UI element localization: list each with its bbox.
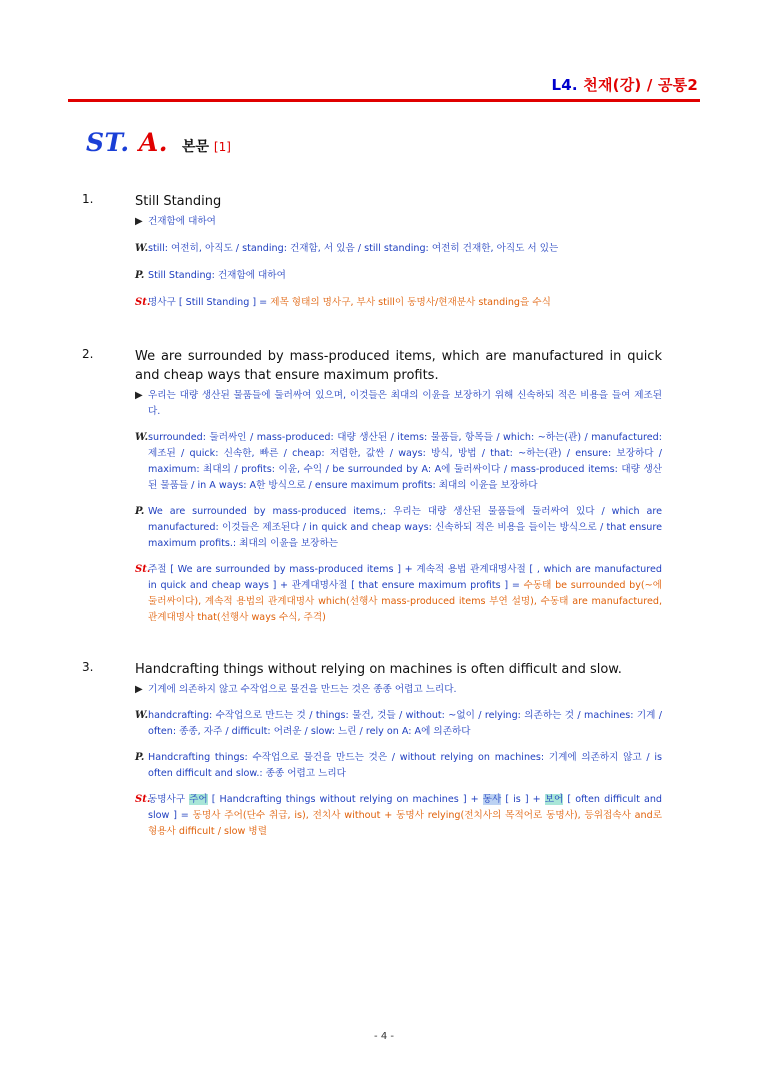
triangle-icon: ▶ <box>135 684 143 695</box>
lesson-number: L4. <box>551 76 578 94</box>
translation-line <box>135 682 662 698</box>
words-line <box>135 708 662 740</box>
structure-explanation: 동명사 주어(단수 취급, is), 전치사 without + 동명사 relying(전치사의 목적어로 동명사), 등위접속사 and로 형용사 difficult / slow 병렬 <box>148 810 662 837</box>
triangle-icon: ▶ <box>135 216 143 227</box>
phrase-text: Still Standing: 건재함에 대하여 <box>148 270 286 281</box>
translation-line <box>135 214 662 230</box>
section-label <box>86 128 168 157</box>
translation-line <box>135 388 662 420</box>
structure-marker: St. <box>135 794 151 805</box>
phrase-line <box>135 750 662 782</box>
section-heading <box>86 128 231 157</box>
header-divider <box>68 99 700 102</box>
words-marker: W. <box>135 432 149 443</box>
words-line <box>135 430 662 494</box>
phrase-line <box>135 268 662 284</box>
verb-highlight: 동사 <box>482 794 502 805</box>
phrase-marker: P. <box>135 752 145 763</box>
english-sentence: Handcrafting things without relying on machines is often difficult and slow. <box>135 662 622 677</box>
section-title <box>182 136 231 156</box>
lesson-title: 천재(강) / 공통2 <box>583 76 698 94</box>
section-label-a: A. <box>138 128 168 157</box>
complement-highlight: 보어 <box>544 794 564 805</box>
phrase-line <box>135 504 662 552</box>
item-number: 1. <box>82 192 94 206</box>
structure-line <box>135 562 662 626</box>
section-title-text: 본문 <box>181 139 210 155</box>
structure-explanation: 제목 형태의 명사구, 부사 still이 동명사/현재분사 standing을 수식 <box>270 297 551 308</box>
words-text: still: 여전히, 아직도 / standing: 건재함, 서 있음 / still standing: 여전히 건재한, 아직도 서 있는 <box>148 243 559 254</box>
words-line <box>135 241 662 257</box>
translation-text: 건재함에 대하여 <box>148 216 216 227</box>
structure-text: 명사구 [ Still Standing ] = <box>148 297 271 308</box>
structure-line <box>135 792 662 840</box>
lesson-header <box>552 74 698 95</box>
phrase-marker: P. <box>135 506 145 517</box>
words-marker: W. <box>135 710 149 721</box>
english-sentence: Still Standing <box>135 194 222 209</box>
words-text: surrounded: 둘러싸인 / mass-produced: 대량 생산된 / items: 물품들, 항목들 / which: ~하는(관) / manufactured: 제조된 / quick: 신속한, 빠른 / cheap: 저렴한, 값싼 / ways: 방식, 방법 / that: ~하는(관) / ensure: 보장하다 / maximum: 최대의 / profits: 이윤, 수익 / be surrounded by A: A에 둘러싸이다 / mass-produced items: 대량 생산된 물품들 / in A ways: A한 방식으로 / ensure maximum profits: 최대의 이윤을 보장하다 <box>148 432 662 491</box>
words-marker: W. <box>135 243 149 254</box>
structure-complement-part: [ often difficult and slow ] = <box>148 794 663 821</box>
structure-verb-part: [ is ] + <box>501 794 545 805</box>
phrase-text: Handcrafting things: 수작업으로 물건을 만드는 것은 / without relying on machines: 기계에 의존하지 않고 / is often difficult and slow.: 종종 어렵고 느리다 <box>148 752 662 779</box>
phrase-text: We are surrounded by mass-produced items,: 우리는 대량 생산된 물품들에 둘러싸여 있다 / which are manufactured: 이것들은 제조된다 / in quick and cheap ways: 신속하되 적은 비용을 들이는 방식으로 / that ensure maximum profits.: 최대의 이윤을 보장하는 <box>148 506 662 549</box>
phrase-marker: P. <box>135 270 145 281</box>
structure-prefix: 동명사구 <box>148 794 190 805</box>
subject-highlight: 주어 <box>189 794 208 805</box>
structure-explanation: 수동태 be surrounded by(~에 둘러싸이다), 계속적 용법의 관계대명사 which(선행사 mass-produced items 부연 설명), 수동태 are manufactured, 관계대명사 that(선행사 ways 수식, 주격) <box>148 580 662 623</box>
item-number: 2. <box>82 347 94 361</box>
translation-text: 기계에 의존하지 않고 수작업으로 물건을 만드는 것은 종종 어렵고 느리다. <box>148 684 457 695</box>
structure-line <box>135 295 662 311</box>
structure-marker: St. <box>135 297 151 308</box>
page-number: - 4 - <box>374 1031 394 1042</box>
section-label-st: ST. <box>86 128 130 157</box>
translation-text: 우리는 대량 생산된 물품들에 둘러싸여 있으며, 이것들은 최대의 이윤을 보장하기 위해 신속하되 적은 비용을 들여 제조된다. <box>148 390 662 417</box>
item-number: 3. <box>82 660 94 674</box>
structure-text: 주절 [ We are surrounded by mass-produced items ] + 계속적 용법 관계대명사절 [ , which are manufactured in quick and cheap ways ] + 관계대명사절 [ that ensure maximum profits ] = <box>148 564 662 591</box>
structure-marker: St. <box>135 564 151 575</box>
english-sentence: We are surrounded by mass-produced items, which are manufactured in quick and cheap ways that ensure maximum profits. <box>135 349 662 383</box>
triangle-icon: ▶ <box>135 390 143 401</box>
section-number: [1] <box>213 140 231 154</box>
structure-subject-part: [ Handcrafting things without relying on machines ] + <box>207 794 483 805</box>
words-text: handcrafting: 수작업으로 만드는 것 / things: 물건, 것들 / without: ~없이 / relying: 의존하는 것 / machines: 기계 / often: 종종, 자주 / difficult: 어려운 / slow: 느린 / rely on A: A에 의존하다 <box>148 710 662 737</box>
